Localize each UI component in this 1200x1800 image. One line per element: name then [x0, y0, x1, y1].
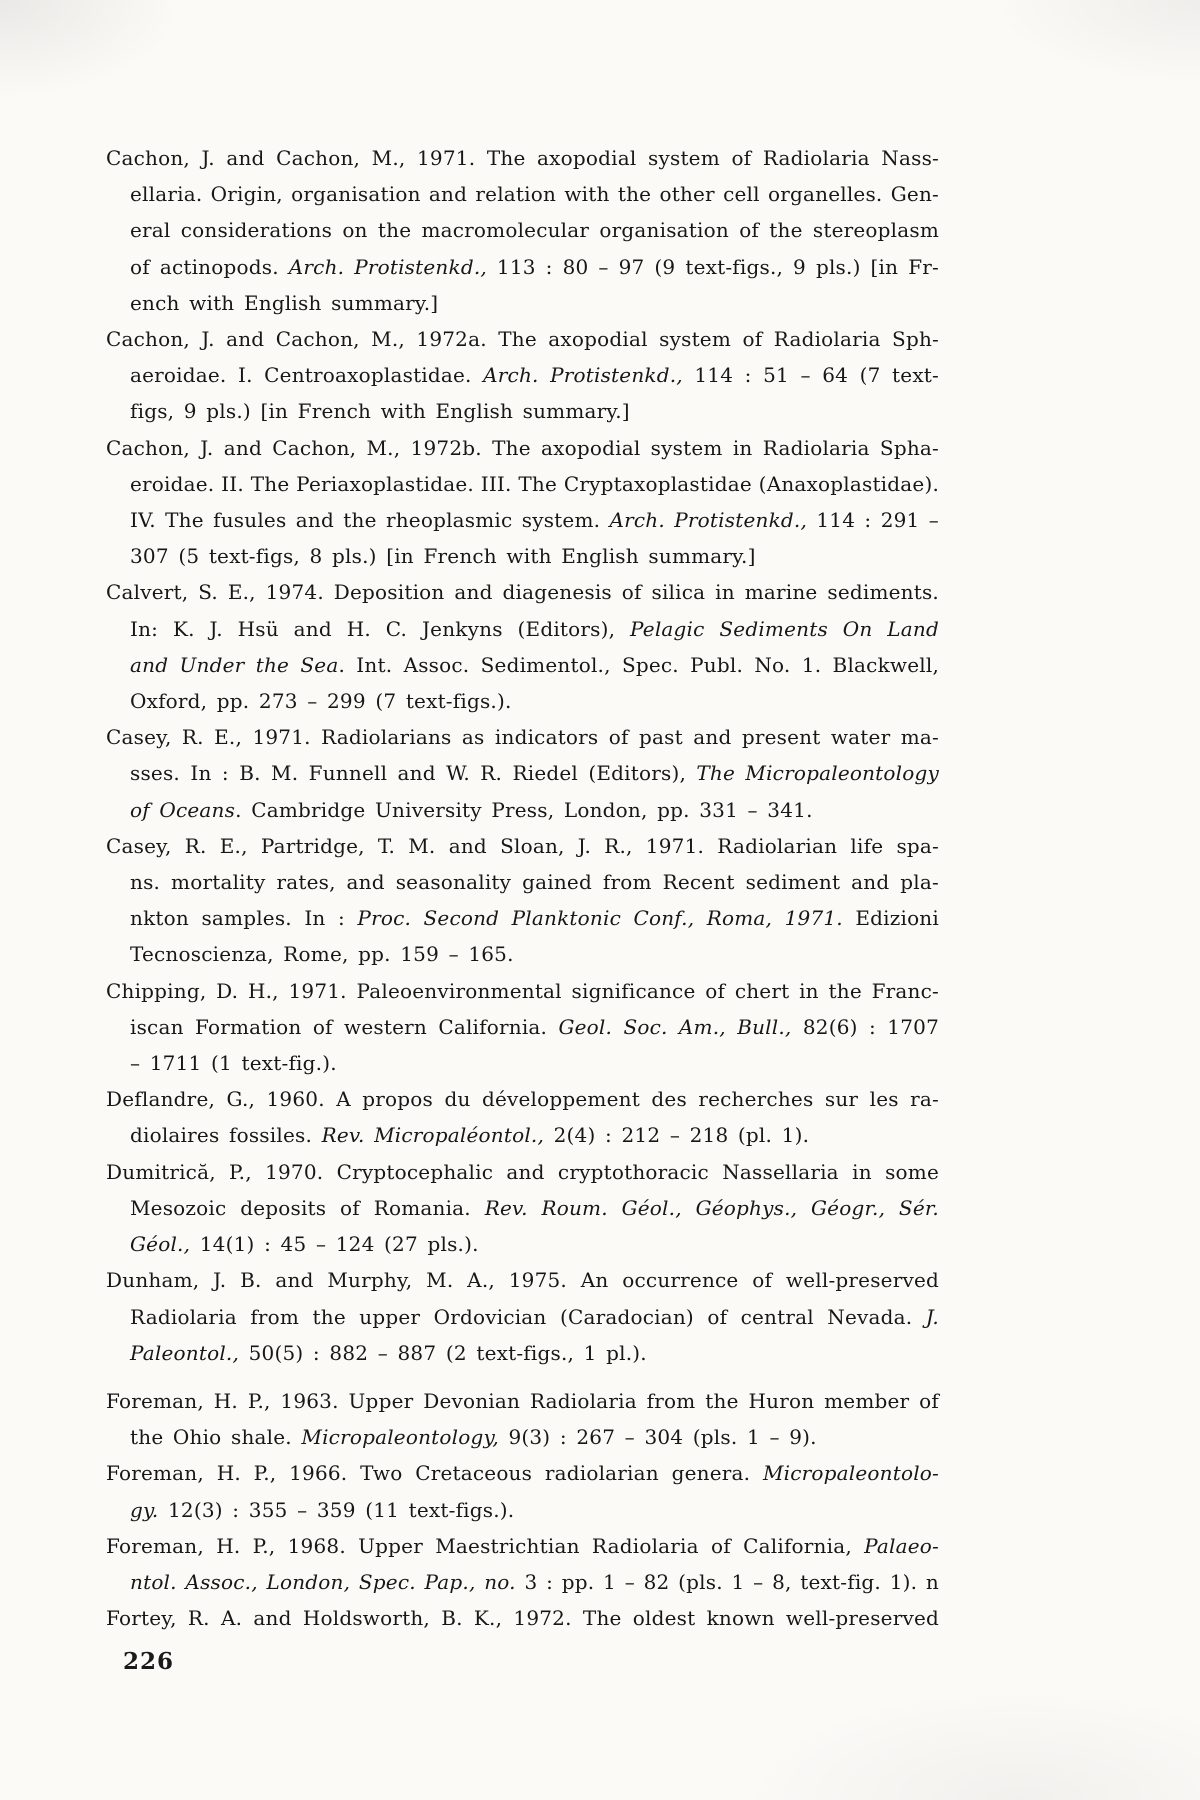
text-segment: aeroidae. I. Centroaxoplastidae.	[130, 363, 484, 388]
text-segment: ns. mortality rates, and seasonality gained from Recent sediment and pla-	[130, 870, 939, 895]
reference-line	[106, 864, 939, 900]
text-segment: Oxford, pp. 273 – 299 (7 text-figs.).	[130, 689, 512, 714]
reference-line	[106, 285, 939, 321]
text-segment: Foreman, H. P., 1963. Upper Devonian Radiolaria from the Huron member of	[106, 1388, 939, 1413]
italic-title-segment: Rev. Micropaléontol.,	[321, 1123, 545, 1148]
reference-line	[106, 1492, 939, 1528]
reference-line	[106, 140, 939, 176]
reference-line	[106, 1455, 939, 1491]
reference-line	[106, 321, 939, 357]
text-segment: eral considerations on the macromolecular organisation of the stereoplasm	[130, 218, 939, 243]
italic-title-segment: Arch. Protistenkd.,	[609, 508, 808, 533]
reference-line	[106, 683, 939, 719]
text-segment: ellaria. Origin, organisation and relation with the other cell organelles. Gen-	[130, 182, 939, 207]
text-segment: 307 (5 text-figs, 8 pls.) [in French with English summary.]	[130, 544, 756, 569]
italic-title-segment: Arch. Protistenkd.,	[483, 363, 683, 388]
reference-line	[106, 1154, 939, 1190]
text-segment: 14(1) : 45 – 124 (27 pls.).	[190, 1232, 479, 1257]
reference-line	[106, 719, 939, 755]
text-segment: Radiolaria from the upper Ordovician (Caradocian) of central Nevada.	[130, 1304, 926, 1329]
text-segment: iscan Formation of western California.	[130, 1014, 559, 1039]
text-segment: Casey, R. E., Partridge, T. M. and Sloan, J. R., 1971. Radiolarian life spa-	[106, 833, 939, 858]
text-segment: Fortey, R. A. and Holdsworth, B. K., 1972. The oldest known well-preserved	[106, 1606, 939, 1631]
italic-title-segment: J.	[925, 1304, 939, 1329]
reference-line	[106, 1528, 939, 1564]
text-segment: the Ohio shale.	[130, 1425, 302, 1450]
text-segment: Calvert, S. E., 1974. Deposition and diagenesis of silica in marine sediments.	[106, 580, 939, 605]
reference-entry	[106, 973, 939, 1082]
italic-title-segment: Rev. Roum. Géol., Géophys., Géogr., Sér.	[484, 1195, 939, 1220]
reference-line	[106, 611, 939, 647]
reference-line	[106, 1190, 939, 1226]
reference-line	[106, 1419, 939, 1455]
text-segment: – 1711 (1 text-fig.).	[130, 1051, 337, 1076]
reference-line	[106, 1299, 939, 1335]
reference-line	[106, 1335, 939, 1371]
text-segment: 9(3) : 267 – 304 (pls. 1 – 9).	[498, 1425, 817, 1450]
text-segment: Mesozoic deposits of Romania.	[130, 1195, 485, 1220]
text-segment: of actinopods.	[130, 254, 289, 279]
reference-line	[106, 502, 939, 538]
text-segment: Tecnoscienza, Rome, pp. 159 – 165.	[130, 942, 514, 967]
italic-title-segment: Paleontol.,	[130, 1340, 240, 1365]
text-segment: Chipping, D. H., 1971. Paleoenvironmental significance of chert in the Franc-	[106, 978, 939, 1003]
text-segment: Dumitrică, P., 1970. Cryptocephalic and cryptothoracic Nassellaria in some	[106, 1159, 939, 1184]
reference-line	[106, 1226, 939, 1262]
text-segment: 114 : 51 – 64 (7 text-	[682, 363, 939, 388]
text-segment: eroidae. II. The Periaxoplastidae. III. The Cryptaxoplastidae (Anaxoplastidae).	[130, 471, 939, 496]
reference-entry	[106, 828, 939, 973]
text-segment: 2(4) : 212 – 218 (pl. 1).	[544, 1123, 810, 1148]
page-number: 226	[123, 1648, 175, 1675]
italic-title-segment: Micropaleontolo-	[762, 1461, 939, 1486]
reference-line	[106, 647, 939, 683]
text-segment: Foreman, H. P., 1966. Two Cretaceous radiolarian genera.	[106, 1461, 763, 1486]
reference-entry	[106, 719, 939, 828]
reference-line	[106, 466, 939, 502]
text-segment: sses. In : B. M. Funnell and W. R. Riedel (Editors),	[130, 761, 697, 786]
reference-list	[106, 140, 939, 1636]
text-segment: Deflandre, G., 1960. A propos du développement des recherches sur les ra-	[106, 1087, 939, 1112]
reference-line	[106, 1262, 939, 1298]
text-segment: 12(3) : 355 – 359 (11 text-figs.).	[158, 1497, 515, 1522]
text-segment: ench with English summary.]	[130, 290, 439, 315]
italic-title-segment: Proc. Second Planktonic Conf., Roma, 1971.	[357, 906, 843, 931]
reference-line	[106, 792, 939, 828]
reference-line	[106, 574, 939, 610]
italic-title-segment: ntol. Assoc., London, Spec. Pap., no.	[130, 1569, 516, 1594]
text-segment: Cachon, J. and Cachon, M., 1972a. The axopodial system of Radiolaria Sph-	[106, 327, 939, 352]
text-segment: 114 : 291 –	[807, 508, 939, 533]
reference-entry	[106, 140, 939, 321]
reference-line	[106, 430, 939, 466]
reference-entry	[106, 430, 939, 575]
reference-entry	[106, 1455, 939, 1527]
reference-line	[106, 357, 939, 393]
reference-entry	[106, 1154, 939, 1263]
text-segment: In: K. J. Hsü and H. C. Jenkyns (Editors),	[130, 616, 631, 641]
italic-title-segment: and Under the Sea	[130, 652, 339, 677]
text-segment: Cachon, J. and Cachon, M., 1972b. The axopodial system in Radiolaria Spha-	[106, 435, 939, 460]
reference-line	[106, 393, 939, 429]
reference-line	[106, 249, 939, 285]
text-segment: IV. The fusules and the rheoplasmic system.	[130, 508, 610, 533]
reference-line	[106, 900, 939, 936]
reference-entry	[106, 321, 939, 430]
text-segment: . Int. Assoc. Sedimentol., Spec. Publ. No. 1. Blackwell,	[338, 652, 939, 677]
text-segment: Cachon, J. and Cachon, M., 1971. The axopodial system of Radiolaria Nass-	[106, 146, 939, 170]
reference-line	[106, 212, 939, 248]
italic-title-segment: The Micropaleontology	[696, 761, 939, 786]
italic-title-segment: Geol. Soc. Am., Bull.,	[558, 1014, 792, 1039]
reference-entry	[106, 1262, 939, 1371]
reference-entry	[106, 574, 939, 719]
reference-line	[106, 1383, 939, 1419]
italic-title-segment: Pelagic Sediments On Land	[630, 616, 939, 641]
reference-line	[106, 1009, 939, 1045]
text-segment: Casey, R. E., 1971. Radiolarians as indicators of past and present water ma-	[106, 725, 939, 750]
text-segment: 50(5) : 882 – 887 (2 text-figs., 1 pl.).	[239, 1340, 647, 1365]
reference-line	[106, 538, 939, 574]
text-segment: Foreman, H. P., 1968. Upper Maestrichtian Radiolaria of California,	[106, 1533, 865, 1558]
reference-line	[106, 828, 939, 864]
reference-entry	[106, 1528, 939, 1600]
text-segment: diolaires fossiles.	[130, 1123, 322, 1148]
reference-entry	[106, 1383, 939, 1455]
text-segment: . Cambridge University Press, London, pp. 331 – 341.	[235, 797, 813, 822]
text-segment: nkton samples. In :	[130, 906, 358, 931]
reference-line	[106, 1600, 939, 1636]
italic-title-segment: Palaeo-	[864, 1533, 939, 1558]
reference-line	[106, 973, 939, 1009]
italic-title-segment: Arch. Protistenkd.,	[288, 254, 487, 279]
italic-title-segment: of Oceans	[130, 797, 236, 822]
italic-title-segment: Géol.,	[130, 1232, 191, 1257]
text-segment: Edizioni	[842, 906, 939, 931]
italic-title-segment: Micropaleontology,	[301, 1425, 499, 1450]
reference-line	[106, 1564, 939, 1600]
reference-line	[106, 1117, 939, 1153]
text-segment: Dunham, J. B. and Murphy, M. A., 1975. An occurrence of well-preserved	[106, 1268, 939, 1293]
text-segment: 3 : pp. 1 – 82 (pls. 1 – 8, text-fig. 1). n	[515, 1569, 939, 1594]
text-segment: 113 : 80 – 97 (9 text-figs., 9 pls.) [in Fr-	[486, 254, 940, 279]
reference-line	[106, 176, 939, 212]
reference-line	[106, 1045, 939, 1081]
reference-line	[106, 936, 939, 972]
reference-line	[106, 755, 939, 791]
text-segment: figs, 9 pls.) [in French with English summary.]	[130, 399, 630, 424]
reference-entry	[106, 1081, 939, 1153]
reference-line	[106, 1081, 939, 1117]
italic-title-segment: gy.	[130, 1497, 159, 1522]
text-segment: 82(6) : 1707	[791, 1014, 939, 1039]
reference-entry	[106, 1600, 939, 1636]
